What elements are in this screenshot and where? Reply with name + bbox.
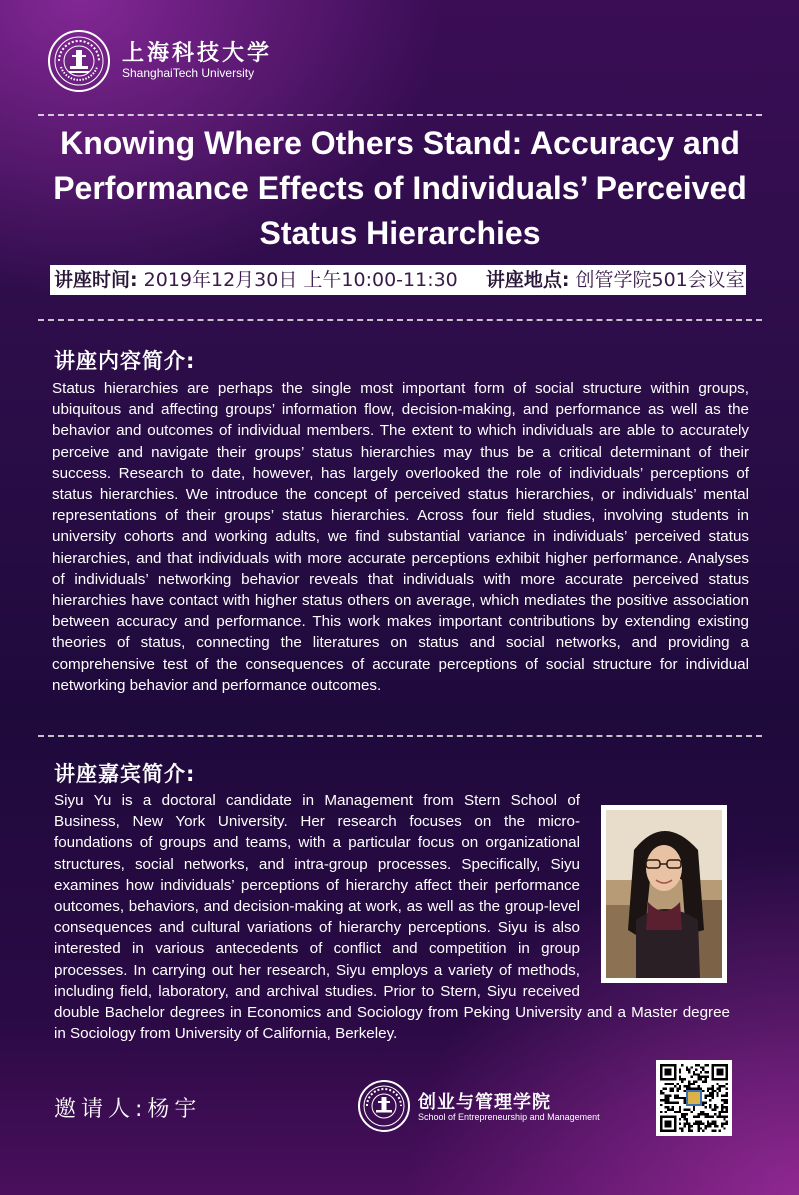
school-name-cn: 创业与管理学院 bbox=[418, 1092, 551, 1113]
time-value: 2019年12月30日 上午10:00-11:30 bbox=[143, 269, 458, 291]
divider bbox=[38, 114, 762, 116]
abstract-text: Status hierarchies are perhaps the single most important form of social structure within groups, ubiquitous and affecting groups’ information flow, decision-making, and performance as well as the behavior and outcomes of individual members. The extent to which individuals are able to accurately perceive and navigate their groups’ status hierarchies may thus be a critical determinant of their success. Research to date, however, has largely overlooked the role of individuals’ perceptions of status hierarchies. We introduce the concept of perceived status hierarchies, or individuals’ mental representations of their groups’ status hierarchies. Across four field studies, involving students in university cohorts and working adults, we find substantial variance in individuals’ perceived status hierarchies, and that individuals with more accurate perceptions exhibit higher performance. Analyses of individuals’ networking behavior reveals that individuals with more accurate perceived status hierarchies have contact with higher status others on average, which mediates the positive association between accuracy and performance. This work makes important contributions by extending existing theories of status, connecting the literatures on status and social networks, and providing a comprehensive test of the consequences of accurate perceptions of social structure for individual networking behavior and performance outcomes. bbox=[52, 380, 749, 694]
speaker-photo bbox=[601, 805, 727, 983]
portrait-image bbox=[606, 810, 722, 978]
place-value: 创管学院501会议室 bbox=[575, 269, 745, 291]
school-name-en: School of Entrepreneurship and Management bbox=[418, 1112, 600, 1122]
university-name-en: ShanghaiTech University bbox=[122, 66, 255, 80]
inviter-text: 邀请人:杨宇 bbox=[54, 1097, 202, 1122]
time-label: 讲座时间: bbox=[54, 269, 138, 291]
seal-emblem-icon bbox=[361, 1083, 407, 1129]
lecture-info-bar bbox=[50, 265, 746, 295]
school-logo-seal bbox=[358, 1080, 410, 1132]
university-name-cn: 上海科技大学 bbox=[122, 41, 273, 66]
divider bbox=[38, 735, 762, 737]
speaker-heading: 讲座嘉宾简介: bbox=[54, 762, 196, 786]
place-label: 讲座地点: bbox=[485, 269, 570, 291]
lecture-title: Knowing Where Others Stand: Accuracy and Performance Effects of Individuals’ Perceived Status Hierarchies bbox=[53, 125, 747, 251]
qr-code-icon bbox=[660, 1064, 728, 1132]
university-logo-seal bbox=[48, 30, 110, 92]
seal-emblem-icon bbox=[51, 33, 107, 89]
divider bbox=[38, 319, 762, 321]
abstract-heading: 讲座内容简介: bbox=[54, 349, 196, 373]
speaker-bio-text: Siyu Yu is a doctoral candidate in Management from Stern School of Business, New York University. Her research focuses on the micro-foundations of groups and teams, with a particular focus on organizational structures, social networks, and intra-group processes. Specifically, Siyu examines how individuals’ perceptions of hierarchy affect their performance outcomes, behaviors, and decision-making at work, as well as the group-level consequences and cultural variations of hierarchy perceptions. Siyu is also interested in various antecedents of conflict and competition in group processes. In carrying out her research, Siyu employs a variety of methods, including field, laboratory, and archival studies. Prior to Stern, Siyu received double Bachelor degrees in Economics and Sociology from Peking University and a Master degree in Sociology from University of California, Berkeley. bbox=[54, 792, 730, 1043]
qr-code[interactable] bbox=[656, 1060, 732, 1136]
